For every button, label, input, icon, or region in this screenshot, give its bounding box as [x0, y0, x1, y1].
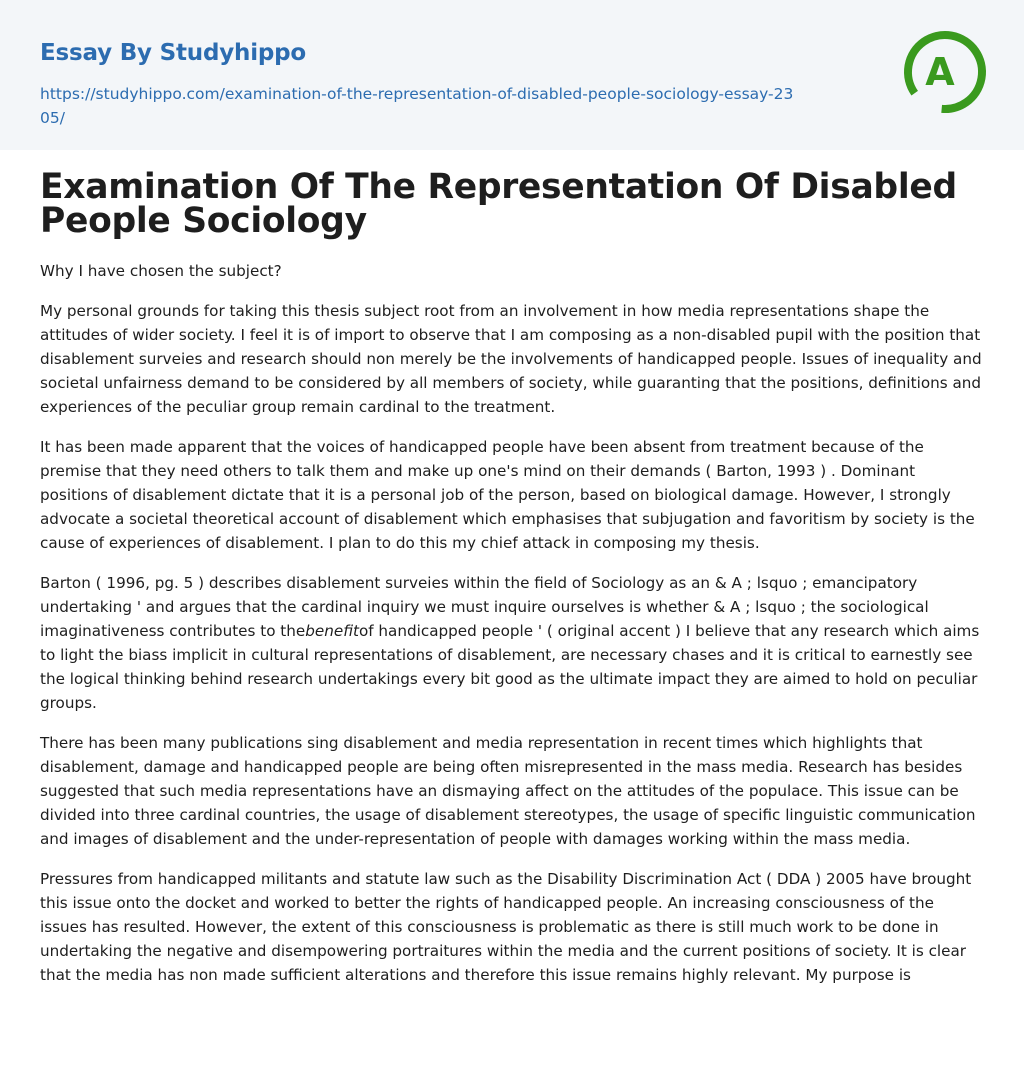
essay-paragraph-4: There has been many publications sing disablement and media representation in recent times which highlights that disablement, damage and handicapped people are being often misrepresented in the mass media. Research has besides suggested that such media representations have an dismaying affect on the attitudes of the populace. This issue can be divided into three cardinal countries, the usage of disablement stereotypes, the usage of specific linguistic communication and images of disablement and the under-representation of people with damages working within the mass media. — [40, 734, 976, 848]
brand-title[interactable]: Essay By Studyhippo — [40, 40, 307, 66]
paragraph-3-emphasis: benefit — [305, 622, 359, 640]
essay-paragraph-3 — [40, 571, 984, 715]
essay-paragraph-1: My personal grounds for taking this thesis subject root from an involvement in how media representations shape the attitudes of wider society. I feel it is of import to observe that I am composing as a non-disabled pupil with the position that disablement surveies and research should non merely be the involvements of handicapped people. Issues of inequality and societal unfairness demand to be considered by all members of society, while guaranting that the positions, definitions and experiences of the peculiar group remain cardinal to the treatment. — [40, 302, 982, 416]
essay-question: Why I have chosen the subject? — [40, 262, 282, 280]
essay-paragraph-2: It has been made apparent that the voices of handicapped people have been absent from treatment because of the premise that they need others to talk them and make up one's mind on their demands ( Barton, 1993 ) . Dominant positions of disablement dictate that it is a personal job of the person, based on biological damage. However, I strongly advocate a societal theoretical account of disablement which emphasises that subjugation and favoritism by society is the cause of experiences of disablement. I plan to do this my chief attack in composing my thesis. — [40, 438, 975, 552]
essay-content — [40, 167, 984, 1003]
paragraph-3-text-before: Barton ( 1996, pg. 5 ) describes disablement surveies within the field of Sociology as an & A ; lsquo ; emancipatory undertaking ' and argues that the cardinal inquiry we must inquire ourselves is whether & A ; lsquo ; the sociological imaginativeness contributes to the — [40, 574, 929, 640]
source-url-link[interactable]: https://studyhippo.com/examination-of-the-representation-of-disabled-people-sociology-essay-2305/ — [40, 85, 794, 127]
site-header — [0, 0, 1024, 150]
logo-letter: A — [925, 50, 955, 94]
paragraph-3-text-after: of handicapped people ' ( original accent ) I believe that any research which aims to light the biass implicit in cultural representations of disablement, are necessary chases and it is critical to earnestly see the logical thinking behind research undertakings every bit good as the ultimate impact they are aimed to hold on peculiar groups. — [40, 622, 980, 712]
essay-title: Examination Of The Representation Of Disabled People Sociology — [40, 167, 957, 241]
essay-paragraph-5: Pressures from handicapped militants and statute law such as the Disability Discrimination Act ( DDA ) 2005 have brought this issue onto the docket and worked to better the rights of handicapped people. An increasing consciousness of the issues has resulted. However, the extent of this consciousness is problematic as there is still much work to be done in undertaking the negative and disempowering portraitures within the media and the current positions of society. It is clear that the media has non made sufficient alterations and therefore this issue remains highly relevant. My purpose is — [40, 870, 972, 984]
studyhippo-logo-icon[interactable] — [900, 28, 988, 116]
